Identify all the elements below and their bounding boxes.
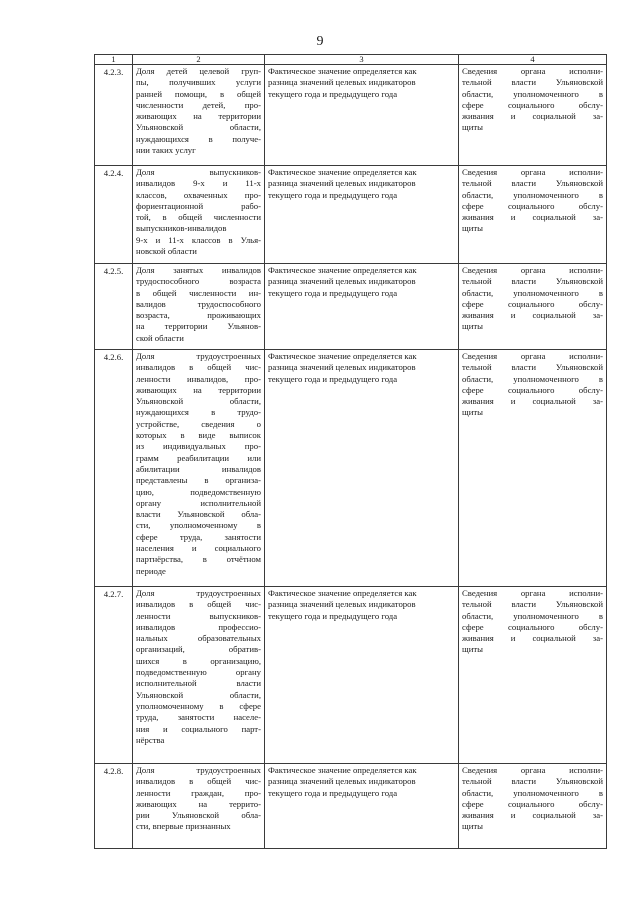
data-source-cell xyxy=(459,764,607,849)
indicators-table xyxy=(94,54,607,849)
row-number: 4.2.3. xyxy=(95,65,133,166)
cell-line: классов, охваченных про- xyxy=(136,189,261,200)
cell-line: тельной власти Ульяновской xyxy=(462,276,603,287)
cell-line: Доля трудоустроенных xyxy=(136,351,261,361)
cell-line: сфере социального обслу- xyxy=(462,621,603,632)
data-source-cell xyxy=(459,587,607,764)
table-row xyxy=(95,764,607,849)
cell-line: инвалидов в общей чис- xyxy=(136,599,261,610)
cell-line: щиты xyxy=(462,321,483,332)
cell-line: нальных образовательных xyxy=(136,633,261,644)
calculation-method-cell xyxy=(265,166,459,264)
table-row xyxy=(95,166,607,264)
header-col-3: 3 xyxy=(265,55,459,65)
table-row xyxy=(95,264,607,350)
cell-line: ской области xyxy=(136,332,184,343)
cell-line: Доля занятых инвалидов xyxy=(136,265,261,275)
cell-line: трудоспособного возраста xyxy=(136,276,261,287)
cell-line: инвалидов 9-х и 11-х xyxy=(136,178,261,189)
data-source-cell xyxy=(459,65,607,166)
cell-line: живания и социальной за- xyxy=(462,396,603,407)
cell-line: щиты xyxy=(462,407,483,418)
calculation-method-cell xyxy=(265,264,459,350)
cell-line: тельной власти Ульяновской xyxy=(462,599,603,610)
cell-line: численности детей, про- xyxy=(136,99,261,110)
cell-line: живающих на территории xyxy=(136,384,261,395)
indicator-cell xyxy=(133,587,265,764)
data-source-cell xyxy=(459,350,607,587)
cell-line: текущего года и предыдущего года xyxy=(268,189,398,200)
row-number: 4.2.4. xyxy=(95,166,133,264)
cell-line: нуждающихся в получе- xyxy=(136,133,261,144)
cell-line: Доля трудоустроенных xyxy=(136,588,261,598)
cell-line: инвалидов профессио- xyxy=(136,621,261,632)
cell-line: Сведения органа исполни- xyxy=(462,588,603,598)
cell-line: исполнительной власти xyxy=(136,678,261,689)
cell-line: Фактическое значение определяется как xyxy=(268,66,417,76)
cell-line: сфере социального обслу- xyxy=(462,798,603,809)
cell-line: организаций, обратив- xyxy=(136,644,261,655)
cell-line: грамм реабилитации или xyxy=(136,452,261,463)
cell-line: живания и социальной за- xyxy=(462,810,603,821)
cell-line: текущего года и предыдущего года xyxy=(268,88,398,99)
cell-line: в общей численности ин- xyxy=(136,287,261,298)
cell-line: Ульяновской области, xyxy=(136,122,261,133)
cell-line: сфере социального обслу- xyxy=(462,99,603,110)
calculation-method-cell xyxy=(265,65,459,166)
cell-line: представлены в организа- xyxy=(136,475,261,486)
cell-line: текущего года и предыдущего года xyxy=(268,373,398,384)
cell-line: текущего года и предыдущего года xyxy=(268,787,398,798)
cell-line: органу исполнительной xyxy=(136,497,261,508)
cell-line: тельной власти Ульяновской xyxy=(462,178,603,189)
cell-line: Доля детей целевой груп- xyxy=(136,66,261,76)
cell-line: разница значений целевых индикаторов xyxy=(268,362,416,373)
cell-line: труда, занятости населе- xyxy=(136,712,261,723)
cell-line: власти Ульяновской обла- xyxy=(136,509,261,520)
cell-line: Фактическое значение определяется как xyxy=(268,588,417,598)
cell-line: текущего года и предыдущего года xyxy=(268,610,398,621)
calculation-method-cell xyxy=(265,587,459,764)
table-header xyxy=(95,55,607,65)
header-col-1: 1 xyxy=(95,55,133,65)
cell-line: области, уполномоченного в xyxy=(462,189,603,200)
data-source-cell xyxy=(459,264,607,350)
table-body xyxy=(95,65,607,849)
cell-line: щиты xyxy=(462,122,483,133)
cell-line: рии Ульяновской обла- xyxy=(136,810,261,821)
table-row xyxy=(95,65,607,166)
row-number: 4.2.5. xyxy=(95,264,133,350)
cell-line: на территории Ульянов- xyxy=(136,321,261,332)
cell-line: новской области xyxy=(136,246,197,257)
cell-line: живания и социальной за- xyxy=(462,111,603,122)
cell-line: 9-х и 11-х классов в Улья- xyxy=(136,234,261,245)
cell-line: Фактическое значение определяется как xyxy=(268,765,417,775)
cell-line: тельной власти Ульяновской xyxy=(462,362,603,373)
cell-line: возраста, проживающих xyxy=(136,310,261,321)
indicator-cell xyxy=(133,350,265,587)
cell-line: Ульяновской области, xyxy=(136,396,261,407)
cell-line: щиты xyxy=(462,644,483,655)
cell-line: ленности инвалидов, про- xyxy=(136,373,261,384)
cell-line: сфере социального обслу- xyxy=(462,384,603,395)
cell-line: устройстве, сведения о xyxy=(136,418,261,429)
cell-line: населения и социального xyxy=(136,543,261,554)
cell-line: области, уполномоченного в xyxy=(462,787,603,798)
cell-line: Фактическое значение определяется как xyxy=(268,167,417,177)
cell-line: тельной власти Ульяновской xyxy=(462,77,603,88)
cell-line: разница значений целевых индикаторов xyxy=(268,276,416,287)
header-row xyxy=(95,55,607,65)
row-number: 4.2.6. xyxy=(95,350,133,587)
cell-line: валидов трудоспособного xyxy=(136,298,261,309)
cell-line: разница значений целевых индикаторов xyxy=(268,178,416,189)
cell-line: сфере социального обслу- xyxy=(462,200,603,211)
cell-line: уполномоченному в сфере xyxy=(136,700,261,711)
cell-line: Сведения органа исполни- xyxy=(462,167,603,177)
cell-line: нии таких услуг xyxy=(136,145,196,156)
cell-line: пы, получивших услуги xyxy=(136,77,261,88)
cell-line: разница значений целевых индикаторов xyxy=(268,599,416,610)
cell-line: щиты xyxy=(462,223,483,234)
cell-line: текущего года и предыдущего года xyxy=(268,287,398,298)
cell-line: сфере социального обслу- xyxy=(462,298,603,309)
cell-line: ленности выпускников- xyxy=(136,610,261,621)
cell-line: сфере труда, занятости xyxy=(136,531,261,542)
cell-line: области, уполномоченного в xyxy=(462,88,603,99)
data-source-cell xyxy=(459,166,607,264)
cell-line: сти, уполномоченному в xyxy=(136,520,261,531)
cell-line: сти, впервые признанных xyxy=(136,821,231,832)
cell-line: живания и социальной за- xyxy=(462,310,603,321)
page-number: 9 xyxy=(316,34,324,49)
cell-line: живания и социальной за- xyxy=(462,633,603,644)
calculation-method-cell xyxy=(265,764,459,849)
cell-line: области, уполномоченного в xyxy=(462,610,603,621)
indicator-cell xyxy=(133,166,265,264)
cell-line: абилитации инвалидов xyxy=(136,463,261,474)
cell-line: нуждающихся в трудо- xyxy=(136,407,261,418)
cell-line: разница значений целевых индикаторов xyxy=(268,77,416,88)
cell-line: цию, подведомственную xyxy=(136,486,261,497)
cell-line: периоде xyxy=(136,565,166,576)
indicator-cell xyxy=(133,764,265,849)
header-col-4: 4 xyxy=(459,55,607,65)
cell-line: живающих на территории xyxy=(136,111,261,122)
cell-line: щиты xyxy=(462,821,483,832)
cell-line: которых в виде выписок xyxy=(136,430,261,441)
indicator-cell xyxy=(133,264,265,350)
cell-line: из индивидуальных про- xyxy=(136,441,261,452)
indicator-cell xyxy=(133,65,265,166)
cell-line: Фактическое значение определяется как xyxy=(268,351,417,361)
cell-line: разница значений целевых индикаторов xyxy=(268,776,416,787)
cell-line: ранней помощи, в общей xyxy=(136,88,261,99)
row-number: 4.2.7. xyxy=(95,587,133,764)
cell-line: тельной власти Ульяновской xyxy=(462,776,603,787)
cell-line: партнёрства, в отчётном xyxy=(136,554,261,565)
cell-line: выпускников-инвалидов xyxy=(136,223,227,234)
cell-line: Доля трудоустроенных xyxy=(136,765,261,775)
cell-line: Сведения органа исполни- xyxy=(462,66,603,76)
cell-line: живания и социальной за- xyxy=(462,212,603,223)
cell-line: Сведения органа исполни- xyxy=(462,265,603,275)
cell-line: живающих на террито- xyxy=(136,798,261,809)
cell-line: той, в общей численности xyxy=(136,212,261,223)
calculation-method-cell xyxy=(265,350,459,587)
cell-line: шихся в организацию, xyxy=(136,655,261,666)
cell-line: Сведения органа исполни- xyxy=(462,765,603,775)
cell-line: ленности граждан, про- xyxy=(136,787,261,798)
cell-line: Доля выпускников- xyxy=(136,167,261,177)
cell-line: инвалидов в общей чис- xyxy=(136,362,261,373)
header-col-2: 2 xyxy=(133,55,265,65)
table-row xyxy=(95,587,607,764)
cell-line: Фактическое значение определяется как xyxy=(268,265,417,275)
cell-line: подведомственную органу xyxy=(136,667,261,678)
cell-line: области, уполномоченного в xyxy=(462,287,603,298)
cell-line: инвалидов в общей чис- xyxy=(136,776,261,787)
row-number: 4.2.8. xyxy=(95,764,133,849)
cell-line: ния и социального парт- xyxy=(136,723,261,734)
cell-line: области, уполномоченного в xyxy=(462,373,603,384)
table-row xyxy=(95,350,607,587)
cell-line: нёрства xyxy=(136,734,165,745)
cell-line: фориентационной рабо- xyxy=(136,200,261,211)
cell-line: Ульяновской области, xyxy=(136,689,261,700)
cell-line: Сведения органа исполни- xyxy=(462,351,603,361)
